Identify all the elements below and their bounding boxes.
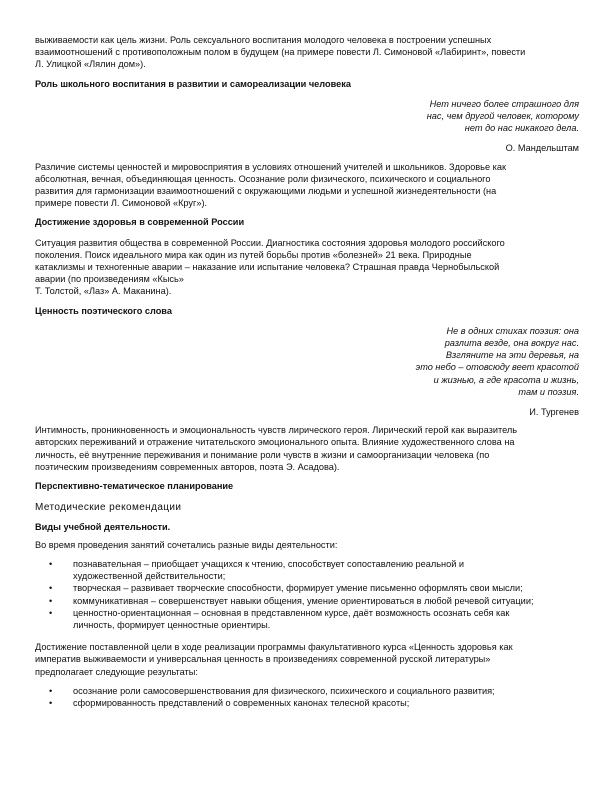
text-line: развития для гармонизации взаимоотношений с окружающими людьми и успешной жизнедеятельности (на <box>35 186 497 197</box>
bullet-icon: • <box>49 607 53 618</box>
text-line: личность, её внутренние переживания и понимание роли чувств в жизни и самоорганизации человека (по <box>35 449 490 460</box>
text-line: художественной действительности; <box>73 571 226 582</box>
list-item <box>35 595 579 607</box>
text-line: поэтическим произведениям современных авторов, поэта Э. Асадова). <box>35 461 340 472</box>
text-line: катаклизмы и техногенные аварии – наказание или испытание человека? Страшная правда Чернобыльской <box>35 262 500 273</box>
epigraph-line: там и поэзия. <box>518 386 579 397</box>
epigraph-line: это небо – отовсюду веет красотой <box>415 362 579 373</box>
section-body <box>35 424 579 473</box>
text-line: Достижение поставленной цели в ходе реализации программы факультативного курса «Ценность здоровья как <box>35 642 513 653</box>
text-line: выживаемости как цель жизни. Роль сексуального воспитания молодого человека в построении успешных <box>35 35 492 45</box>
methods-heading: Методические рекомендации <box>35 502 182 514</box>
section-heading: Роль школьного воспитания в развитии и самореализации человека <box>35 78 351 89</box>
epigraph-line: нас, чем другой человек, которому <box>426 111 579 122</box>
epigraph-line: и жизнью, а где красота и жизнь, <box>433 374 579 385</box>
activities-list <box>35 558 579 631</box>
section-body <box>35 161 579 210</box>
text-line: Л. Улицкой «Лялин дом»). <box>35 59 146 70</box>
text-line: авторских переживаний и отражение читательского эмоционального опыта. Влияние художественного слова на <box>35 437 515 448</box>
text-line: императив выживаемости и универсальная ценность в произведениях современной русской литературы» <box>35 654 491 665</box>
text-line: Ситуация развития общества в современной России. Диагностика состояния здоровья молодого российского <box>35 237 505 248</box>
epigraph-line: разлита везде, она вокруг нас. <box>444 338 579 349</box>
epigraph <box>35 98 579 135</box>
text-line: Различие системы ценностей и мировосприятия в условиях отношений учителей и школьников. Здоровье как <box>35 161 506 172</box>
text-line: творческая – развивает творческие способности, формирует умение письменно оформлять свои мысли; <box>73 583 523 594</box>
intro-paragraph <box>35 34 579 71</box>
text-line: абсолютная, вечная, объединяющая ценность. Осознание роли физического, психического и социального <box>35 173 491 184</box>
epigraph-line: Не в одних стихах поэзия: она <box>446 325 579 336</box>
epigraph-line: нет до нас никакого дела. <box>464 123 579 134</box>
epigraph-line: Нет ничего более страшного для <box>429 98 579 109</box>
text-line: Т. Толстой, «Лаз» А. Маканина). <box>35 286 172 297</box>
epigraph-line: Взгляните на эти деревья, на <box>445 350 579 361</box>
text-line: коммуникативная – совершенствует навыки общения, умение ориентироваться в любой речевой ситуации; <box>73 595 534 606</box>
list-item <box>35 558 579 582</box>
bullet-icon: • <box>49 697 53 708</box>
text-line: предполагает следующие результаты: <box>35 666 198 677</box>
text-line: личность, формирует ценностные ориентиры. <box>73 619 271 630</box>
document-page <box>35 34 579 717</box>
activities-intro: Во время проведения занятий сочетались разные виды деятельности: <box>35 539 338 550</box>
text-line: взаимоотношений с противоположным полом в будущем (на примере повести Л. Симоновой «Лабиринт», повести <box>35 47 526 58</box>
bullet-icon: • <box>49 685 53 696</box>
text-line: примере повести Л. Симоновой «Круг»). <box>35 198 208 209</box>
list-item <box>35 607 579 631</box>
text-line: осознание роли самосовершенствования для физического, психического и социального развития; <box>73 685 495 696</box>
epigraph <box>35 325 579 398</box>
text-line: познавательная – приобщает учащихся к чтению, способствует сопоставлению реальной и <box>73 558 465 569</box>
text-line: поколения. Поиск идеального мира как один из путей борьбы против «болезней» 21 века. Природные <box>35 249 472 260</box>
section-heading: Достижение здоровья в современной России <box>35 217 245 228</box>
bullet-icon: • <box>49 583 53 594</box>
epigraph-author: О. Мандельштам <box>505 143 579 154</box>
bullet-icon: • <box>49 595 53 606</box>
list-item <box>35 685 579 697</box>
planning-heading: Перспективно-тематическое планирование <box>35 481 234 492</box>
bullet-icon: • <box>49 558 53 569</box>
text-line: сформированность представлений о современных канонах телесной красоты; <box>73 697 410 708</box>
list-item <box>35 582 579 594</box>
text-line: Интимность, проникновенность и эмоциональность чувств лирического героя. Лирический герой как выразитель <box>35 425 518 436</box>
text-line: аварии (по произведениям «Кысь» <box>35 274 184 285</box>
list-item <box>35 697 579 709</box>
section-heading: Ценность поэтического слова <box>35 305 172 316</box>
activities-heading: Виды учебной деятельности. <box>35 521 171 532</box>
text-line: ценностно-ориентационная – основная в представленном курсе, даёт возможность осознать себя как <box>73 607 510 618</box>
results-intro <box>35 641 579 678</box>
results-list <box>35 685 579 709</box>
epigraph-author: И. Тургенев <box>529 407 579 418</box>
section-body <box>35 237 579 298</box>
